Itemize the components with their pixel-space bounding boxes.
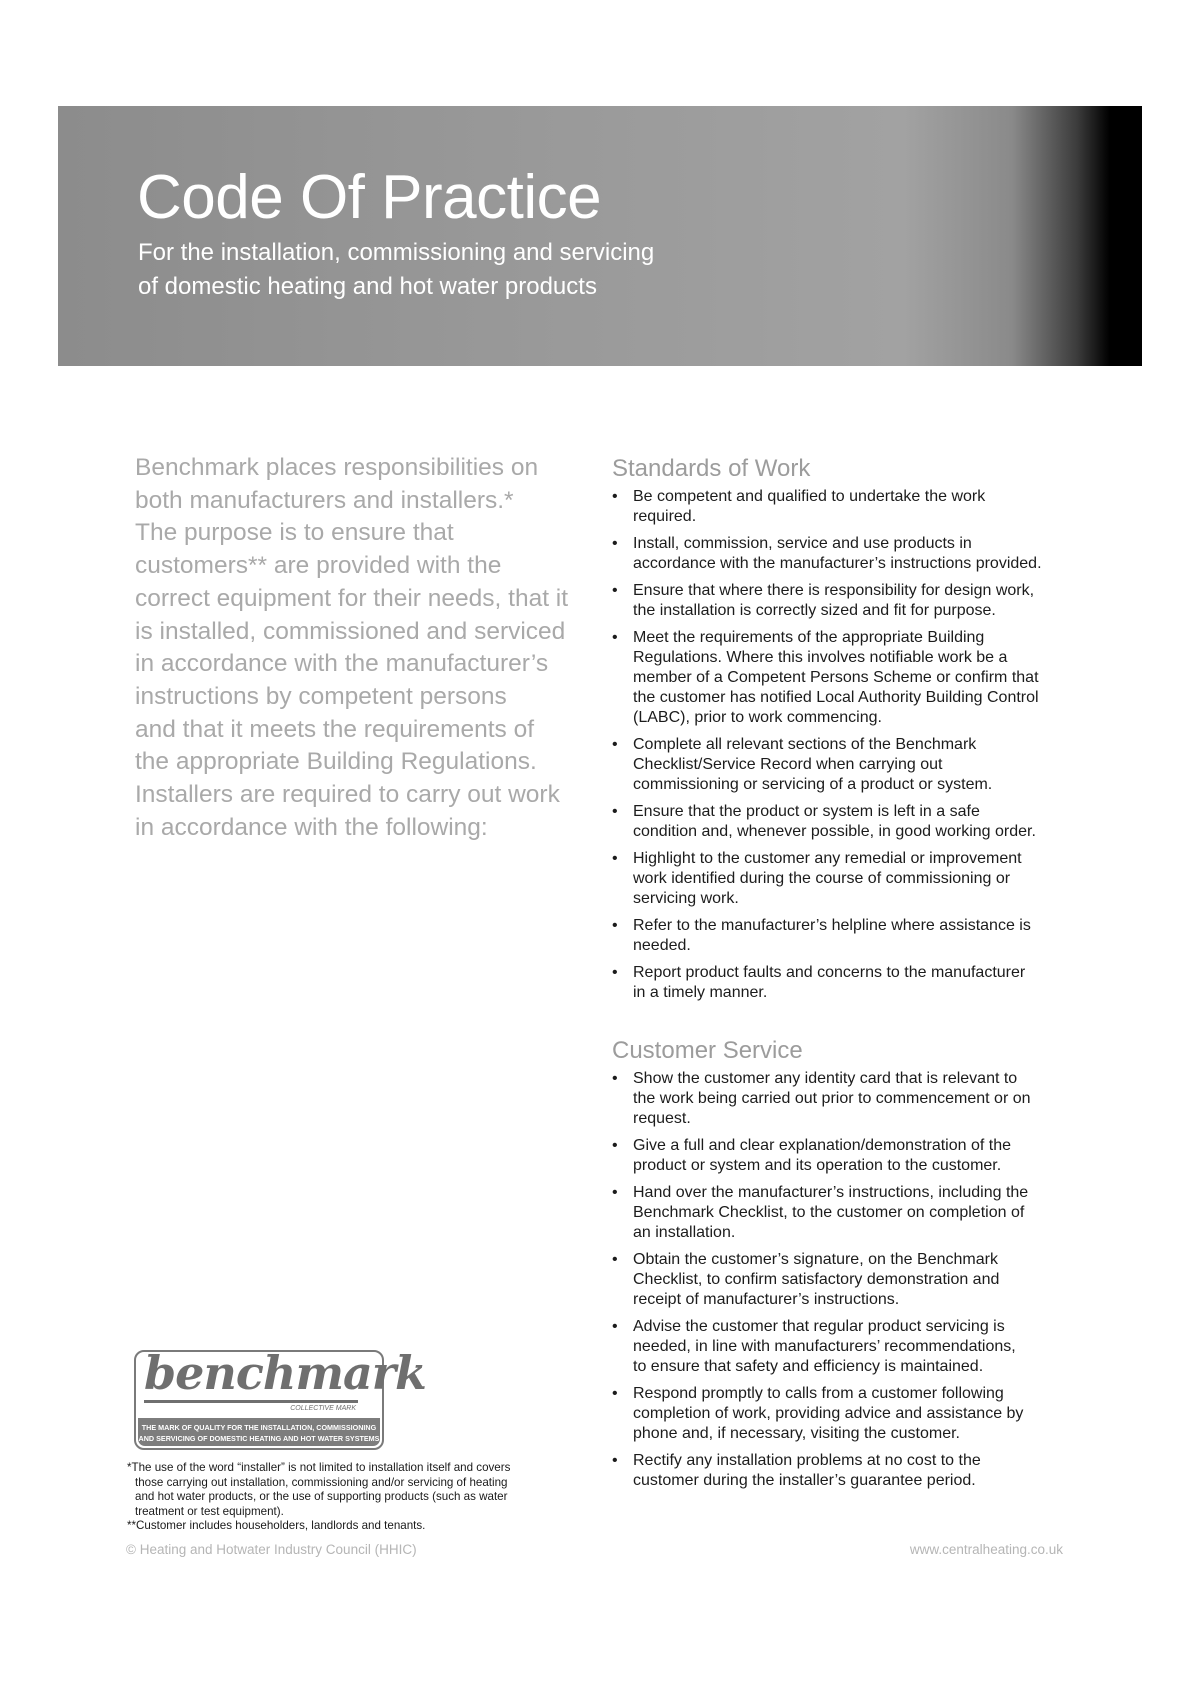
list-item-text: Install, commission, service and use products in	[633, 535, 972, 552]
intro-line: in accordance with the following:	[135, 813, 488, 841]
page-subtitle	[138, 236, 654, 304]
list-item-text: condition and, whenever possible, in good working order.	[633, 823, 1036, 840]
list-item-text: Be competent and qualified to undertake the work	[633, 488, 986, 505]
list-item	[612, 1069, 1082, 1129]
intro-line: instructions by competent persons	[135, 682, 507, 710]
standards-heading: Standards of Work	[612, 455, 811, 482]
list-item-text: request.	[633, 1110, 691, 1127]
bullet-icon: •	[612, 850, 618, 867]
list-item-text: Respond promptly to calls from a customer following	[633, 1385, 1004, 1402]
intro-paragraph	[135, 452, 595, 844]
customer-service-heading: Customer Service	[612, 1037, 803, 1064]
list-item	[612, 802, 1082, 842]
bullet-icon: •	[612, 964, 618, 981]
footnote-line: *The use of the word “installer” is not limited to installation itself and covers	[127, 1461, 511, 1474]
list-item-text: Report product faults and concerns to the manufacturer	[633, 964, 1026, 981]
list-item-text: Hand over the manufacturer’s instructions, including the	[633, 1184, 1029, 1201]
list-item-text: product or system and its operation to the customer.	[633, 1157, 1002, 1174]
list-item-text: customer during the installer’s guarantee period.	[633, 1472, 976, 1489]
list-item	[612, 1384, 1082, 1444]
intro-line: Benchmark places responsibilities on	[135, 454, 539, 481]
bullet-icon: •	[612, 1137, 618, 1154]
intro-line: both manufacturers and installers.*	[135, 486, 514, 514]
list-item-text: the installation is correctly sized and fit for purpose.	[633, 602, 996, 619]
list-item-text: Give a full and clear explanation/demonstration of the	[633, 1137, 1012, 1154]
intro-line: correct equipment for their needs, that it	[135, 584, 569, 612]
bullet-icon: •	[612, 488, 618, 505]
bullet-icon: •	[612, 1184, 618, 1201]
subtitle-line: of domestic heating and hot water products	[138, 273, 597, 300]
logo-tagline-line: AND SERVICING OF DOMESTIC HEATING AND HOT WATER SYSTEMS	[138, 1434, 380, 1443]
bullet-icon: •	[612, 629, 618, 646]
list-item	[612, 963, 1082, 1003]
page-title: Code Of Practice	[137, 163, 602, 232]
subtitle-line: For the installation, commissioning and servicing	[138, 239, 655, 266]
list-item	[612, 581, 1082, 621]
list-item	[612, 1451, 1082, 1491]
list-item-text: needed, in line with manufacturers’ recommendations,	[633, 1338, 1016, 1355]
intro-line: The purpose is to ensure that	[135, 519, 454, 547]
list-item-text: the customer has notified Local Authority Building Control	[633, 689, 1039, 706]
logo-tagline-line: THE MARK OF QUALITY FOR THE INSTALLATION, COMMISSIONING	[141, 1423, 377, 1432]
customer-service-list	[612, 1069, 1082, 1491]
list-item-text: completion of work, providing advice and assistance by	[633, 1405, 1024, 1422]
list-item-text: (LABC), prior to work commencing.	[633, 709, 882, 726]
bullet-icon: •	[612, 1385, 618, 1402]
list-item-text: Ensure that the product or system is left in a safe	[633, 803, 980, 820]
list-item-text: in a timely manner.	[633, 984, 768, 1001]
list-item-text: Obtain the customer’s signature, on the Benchmark	[633, 1251, 998, 1268]
list-item-text: Meet the requirements of the appropriate Building	[633, 629, 985, 646]
list-item-text: accordance with the manufacturer’s instructions provided.	[633, 555, 1042, 572]
website-url[interactable]: www.centralheating.co.uk	[909, 1542, 1063, 1557]
list-item-text: servicing work.	[633, 890, 739, 907]
list-item	[612, 735, 1082, 795]
list-item-text: required.	[633, 508, 697, 525]
list-item-text: receipt of manufacturer’s instructions.	[633, 1291, 900, 1308]
intro-line: customers** are provided with the	[135, 552, 502, 580]
footnotes	[127, 1461, 587, 1534]
bullet-icon: •	[612, 803, 618, 820]
list-item	[612, 628, 1082, 728]
standards-list	[612, 487, 1082, 1003]
bullet-icon: •	[612, 1251, 618, 1268]
list-item	[612, 1250, 1082, 1310]
footnote-line: treatment or test equipment).	[135, 1504, 284, 1518]
footnote-line: and hot water products, or the use of supporting products (such as water	[135, 1490, 508, 1503]
list-item-text: phone and, if necessary, visiting the customer.	[633, 1425, 960, 1442]
list-item-text: Advise the customer that regular product servicing is	[633, 1318, 1005, 1335]
bullet-icon: •	[612, 917, 618, 934]
requirements-column	[612, 455, 1082, 1498]
list-item-text: Rectify any installation problems at no cost to the	[633, 1452, 981, 1469]
logo-underline	[144, 1400, 358, 1403]
bullet-icon: •	[612, 1318, 618, 1335]
list-item	[612, 1136, 1082, 1176]
intro-line: in accordance with the manufacturer’s	[135, 650, 549, 678]
list-item-text: the work being carried out prior to commencement or on	[633, 1090, 1031, 1107]
footnote-line: those carrying out installation, commissioning and/or servicing of heating	[135, 1475, 508, 1489]
list-item	[612, 916, 1082, 956]
footnote-line: **Customer includes householders, landlords and tenants.	[127, 1519, 426, 1532]
list-item	[612, 1317, 1082, 1377]
list-item-text: work identified during the course of commissioning or	[633, 870, 1011, 887]
list-item-text: Checklist, to confirm satisfactory demonstration and	[633, 1271, 1000, 1288]
list-item-text: an installation.	[633, 1224, 736, 1241]
list-item-text: member of a Competent Persons Scheme or confirm that	[633, 669, 1039, 686]
intro-line: Installers are required to carry out work	[135, 781, 560, 809]
header-banner	[58, 106, 1142, 366]
list-item-text: needed.	[633, 937, 691, 954]
benchmark-logo	[134, 1346, 426, 1450]
list-item-text: commissioning or servicing of a product or system.	[633, 776, 993, 793]
list-item	[612, 534, 1082, 574]
intro-line: and that it meets the requirements of	[135, 715, 535, 743]
intro-line: the appropriate Building Regulations.	[135, 748, 537, 776]
bullet-icon: •	[612, 535, 618, 552]
list-item-text: Complete all relevant sections of the Benchmark	[633, 736, 977, 753]
logo-wordmark: benchmark	[144, 1346, 426, 1400]
list-item	[612, 1183, 1082, 1243]
bullet-icon: •	[612, 582, 618, 599]
list-item-text: Refer to the manufacturer’s helpline where assistance is	[633, 917, 1031, 934]
list-item	[612, 487, 1082, 527]
logo-collective-mark: COLLECTIVE MARK	[290, 1405, 356, 1412]
list-item-text: Show the customer any identity card that is relevant to	[633, 1070, 1018, 1087]
bullet-icon: •	[612, 1070, 618, 1087]
list-item-text: Highlight to the customer any remedial or improvement	[633, 850, 1022, 867]
bullet-icon: •	[612, 736, 618, 753]
logo-tagline	[138, 1418, 380, 1446]
bullet-icon: •	[612, 1452, 618, 1469]
list-item-text: Regulations. Where this involves notifiable work be a	[633, 649, 1008, 666]
list-item-text: Checklist/Service Record when carrying out	[633, 756, 943, 773]
copyright-notice: © Heating and Hotwater Industry Council (HHIC)	[126, 1542, 417, 1557]
list-item-text: Ensure that where there is responsibility for design work,	[633, 582, 1035, 599]
list-item-text: to ensure that safety and efficiency is maintained.	[633, 1358, 984, 1375]
list-item	[612, 849, 1082, 909]
list-item-text: Benchmark Checklist, to the customer on completion of	[633, 1204, 1025, 1221]
intro-line: is installed, commissioned and serviced	[135, 617, 566, 645]
